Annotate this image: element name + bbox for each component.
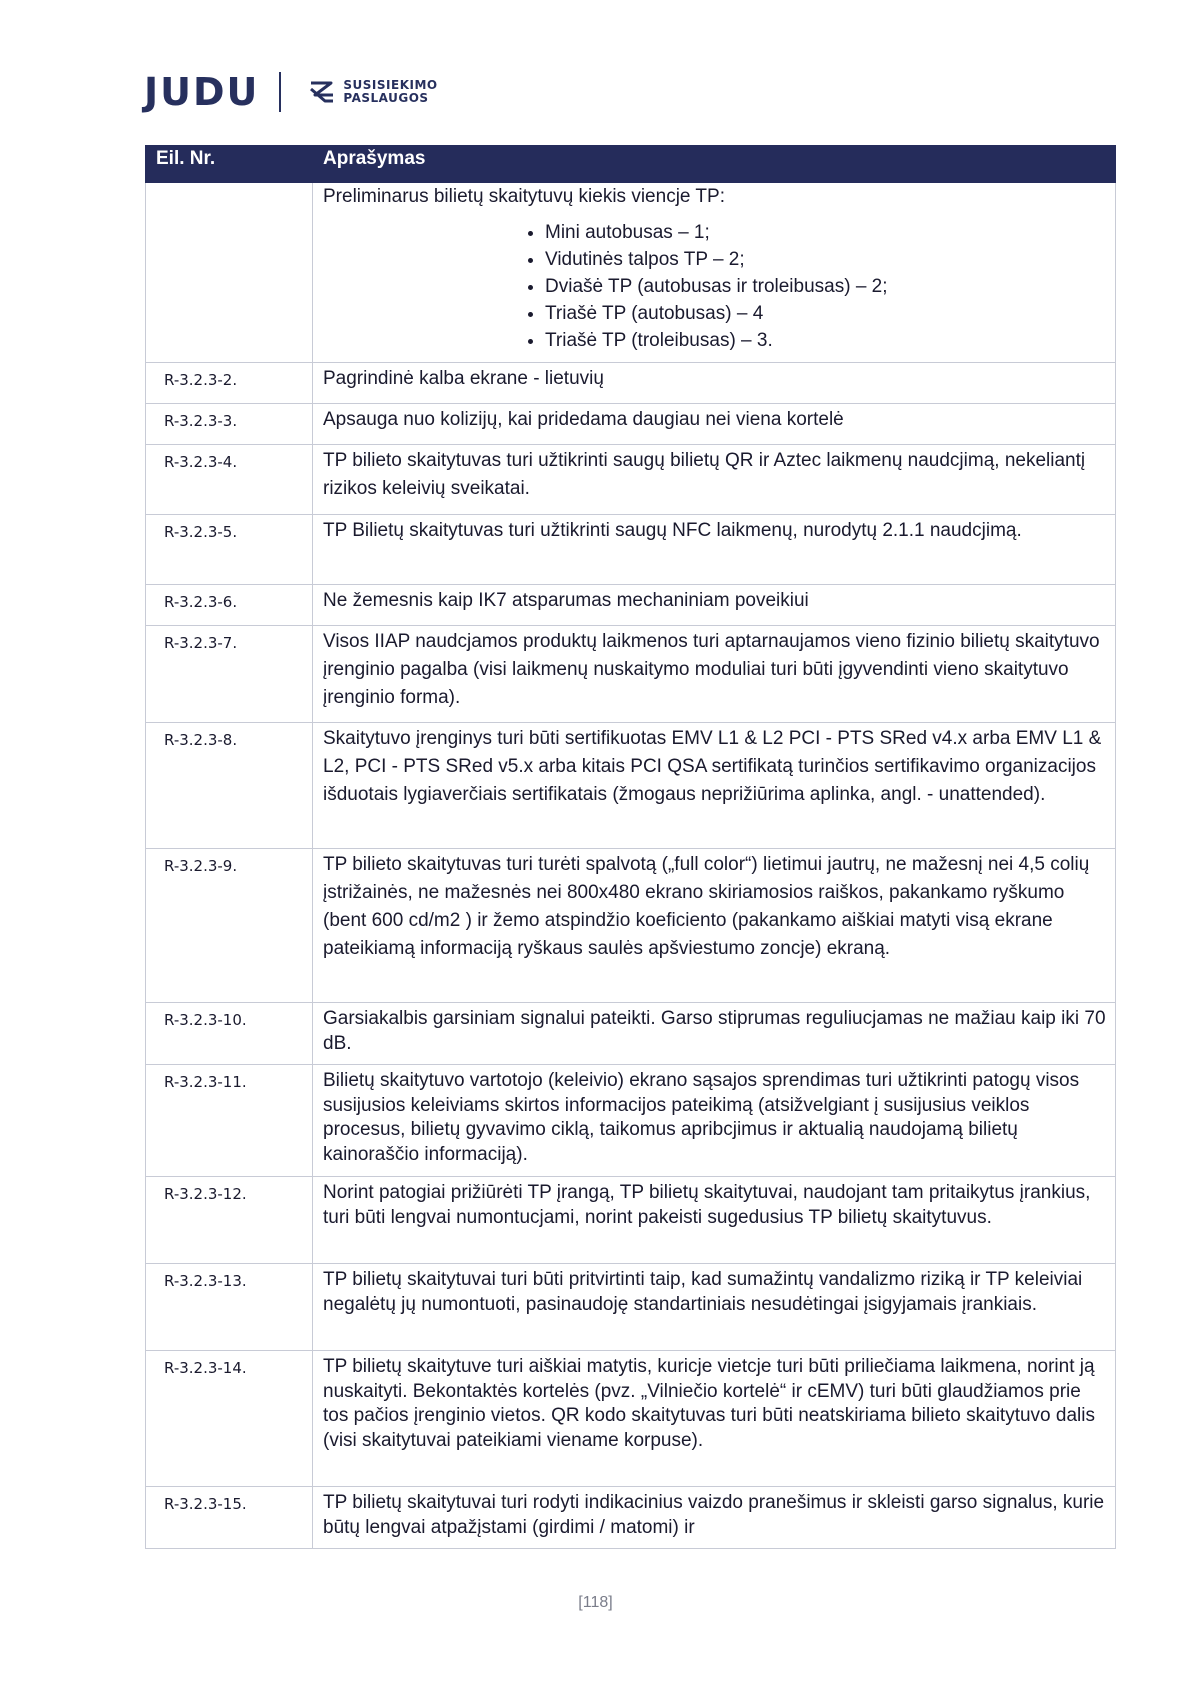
list-item: • Triašė TP (troleibusas) – 3. bbox=[545, 327, 1107, 354]
row-description: TP bilietų skaitytuvai turi būti pritvirtinti taip, kad sumažintų vandalizmo riziką ir TP keleiviai negalėtų jų numontuoti, pasinaudoję standartiniais nesudėtingai įsigyjamais įrankiais. bbox=[313, 1264, 1116, 1351]
table-row bbox=[146, 1003, 1116, 1065]
row-number: R-3.2.3-15. bbox=[146, 1487, 313, 1549]
table-row-intro bbox=[146, 183, 1116, 363]
table-row bbox=[146, 1065, 1116, 1177]
table-row bbox=[146, 1177, 1116, 1264]
reader-count-list bbox=[323, 219, 1107, 354]
row-description: Skaitytuvo įrenginys turi būti sertifikuotas EMV L1 & L2 PCI - PTS SRed v4.x arba EMV L1 & L2, PCI - PTS SRed v5.x arba kitais PCI QSA sertifikatą turinčios sertifikavimo organizacijos išduotais lygiaverčiais sertifikatais (žmogaus neprižiūrima aplinka, angl. - unattended). bbox=[313, 723, 1116, 849]
row-number: R-3.2.3-5. bbox=[146, 515, 313, 585]
table-row bbox=[146, 1487, 1116, 1549]
table-row bbox=[146, 515, 1116, 585]
row-number: R-3.2.3-3. bbox=[146, 404, 313, 445]
row-description: Pagrindinė kalba ekrane - lietuvių bbox=[313, 363, 1116, 404]
row-description: Visos IIAP naudcjamos produktų laikmenos turi aptarnaujamos vieno fizinio bilietų skaitytuvo įrenginio pagalba (visi laikmenų nuskaitymo moduliai turi būti įgyvendinti vieno skaitytuvo įrenginio forma). bbox=[313, 626, 1116, 723]
row-number: R-3.2.3-10. bbox=[146, 1003, 313, 1065]
row-description: Ne žemesnis kaip IK7 atsparumas mechaniniam poveikiui bbox=[313, 585, 1116, 626]
row-number: R-3.2.3-4. bbox=[146, 445, 313, 515]
partner-name-line2: PASLAUGOS bbox=[343, 91, 429, 105]
judu-logo: JUDU bbox=[144, 70, 260, 114]
header-logo bbox=[144, 70, 438, 114]
table-row bbox=[146, 363, 1116, 404]
column-header-description: Aprašymas bbox=[313, 146, 1116, 183]
partner-name-line1: SUSISIEKIMO bbox=[343, 78, 438, 92]
list-item: • Mini autobusas – 1; bbox=[545, 219, 1107, 246]
intro-text: Preliminarus bilietų skaitytuvų kiekis viencje TP: bbox=[323, 186, 725, 207]
row-number: R-3.2.3-11. bbox=[146, 1065, 313, 1177]
list-item: • Vidutinės talpos TP – 2; bbox=[545, 246, 1107, 273]
row-description: Apsauga nuo kolizijų, kai pridedama daugiau nei viena kortelė bbox=[313, 404, 1116, 445]
table-row bbox=[146, 1351, 1116, 1487]
susisiekimo-paslaugos-logo-icon bbox=[305, 77, 339, 107]
table-row bbox=[146, 849, 1116, 1003]
list-item: • Triašė TP (autobusas) – 4 bbox=[545, 300, 1107, 327]
row-number: R-3.2.3-7. bbox=[146, 626, 313, 723]
row-description-cell bbox=[313, 183, 1116, 363]
row-description: TP bilietų skaitytuve turi aiškiai matytis, kuricje vietcje turi būti priliečiama laikmena, norint ją nuskaityti. Bekontaktės kortelės (pvz. „Vilniečio kortelė“ ir cEMV) turi būti glaudžiamos prie tos pačios įrenginio vietos. QR kodo skaitytuvas turi būti neatskiriama bilieto skaitytuvo dalis (visi skaitytuvai pateikiami viename korpuse). bbox=[313, 1351, 1116, 1487]
table-row bbox=[146, 445, 1116, 515]
row-description: TP bilieto skaitytuvas turi turėti spalvotą („full color“) lietimui jautrų, ne mažesnį nei 4,5 colių įstrižainės, ne mažesnės nei 800x480 ekrano skiriamosios raiškos, pakankamo ryškumo (bent 600 cd/m2 ) ir žemo atspindžio koeficiento (pakankamo aiškiai matyti visą ekrane pateikiamą informaciją ryškaus saulės apšviestumo zoncje) ekraną. bbox=[313, 849, 1116, 1003]
table-row bbox=[146, 1264, 1116, 1351]
row-description: TP Bilietų skaitytuvas turi užtikrinti saugų NFC laikmenų, nurodytų 2.1.1 naudcjimą. bbox=[313, 515, 1116, 585]
logo-divider bbox=[279, 72, 281, 112]
table-row bbox=[146, 723, 1116, 849]
row-description: TP bilieto skaitytuvas turi užtikrinti saugų bilietų QR ir Aztec laikmenų naudcjimą, nekeliantį rizikos keleivių sveikatai. bbox=[313, 445, 1116, 515]
table-row bbox=[146, 626, 1116, 723]
column-header-number: Eil. Nr. bbox=[146, 146, 313, 183]
row-number: R-3.2.3-13. bbox=[146, 1264, 313, 1351]
page-number: [118] bbox=[578, 1594, 613, 1611]
row-number-cell bbox=[146, 183, 313, 363]
partner-name bbox=[343, 79, 437, 105]
table-header-row bbox=[146, 146, 1116, 183]
row-description: Norint patogiai prižiūrėti TP įrangą, TP bilietų skaitytuvai, naudojant tam pritaikytus įrankius, turi būti lengvai numontucjami, norint pakeisti sugedusius TP bilietų skaitytuvus. bbox=[313, 1177, 1116, 1264]
row-number: R-3.2.3-14. bbox=[146, 1351, 313, 1487]
table-row bbox=[146, 585, 1116, 626]
row-number: R-3.2.3-8. bbox=[146, 723, 313, 849]
row-number: R-3.2.3-6. bbox=[146, 585, 313, 626]
row-description: TP bilietų skaitytuvai turi rodyti indikacinius vaizdo pranešimus ir skleisti garso signalus, kurie būtų lengvai atpažįstami (girdimi / matomi) ir bbox=[313, 1487, 1116, 1549]
row-description: Bilietų skaitytuvo vartotojo (keleivio) ekrano sąsajos sprendimas turi užtikrinti patogų visos susijusios keleiviams skirtos informacijos pateikimą (atsižvelgiant į susijusius veiklos procesus, bilietų gyvavimo ciklą, taikomus apribcjimus ir aktualią naudojamą bilietų kainoraščio informaciją). bbox=[313, 1065, 1116, 1177]
row-number: R-3.2.3-2. bbox=[146, 363, 313, 404]
requirements-table bbox=[145, 145, 1116, 1549]
table-row bbox=[146, 404, 1116, 445]
row-number: R-3.2.3-12. bbox=[146, 1177, 313, 1264]
row-description: Garsiakalbis garsiniam signalui pateikti. Garso stiprumas reguliucjamas ne mažiau kaip iki 70 dB. bbox=[313, 1003, 1116, 1065]
list-item: • Dviašė TP (autobusas ir troleibusas) – 2; bbox=[545, 273, 1107, 300]
row-number: R-3.2.3-9. bbox=[146, 849, 313, 1003]
